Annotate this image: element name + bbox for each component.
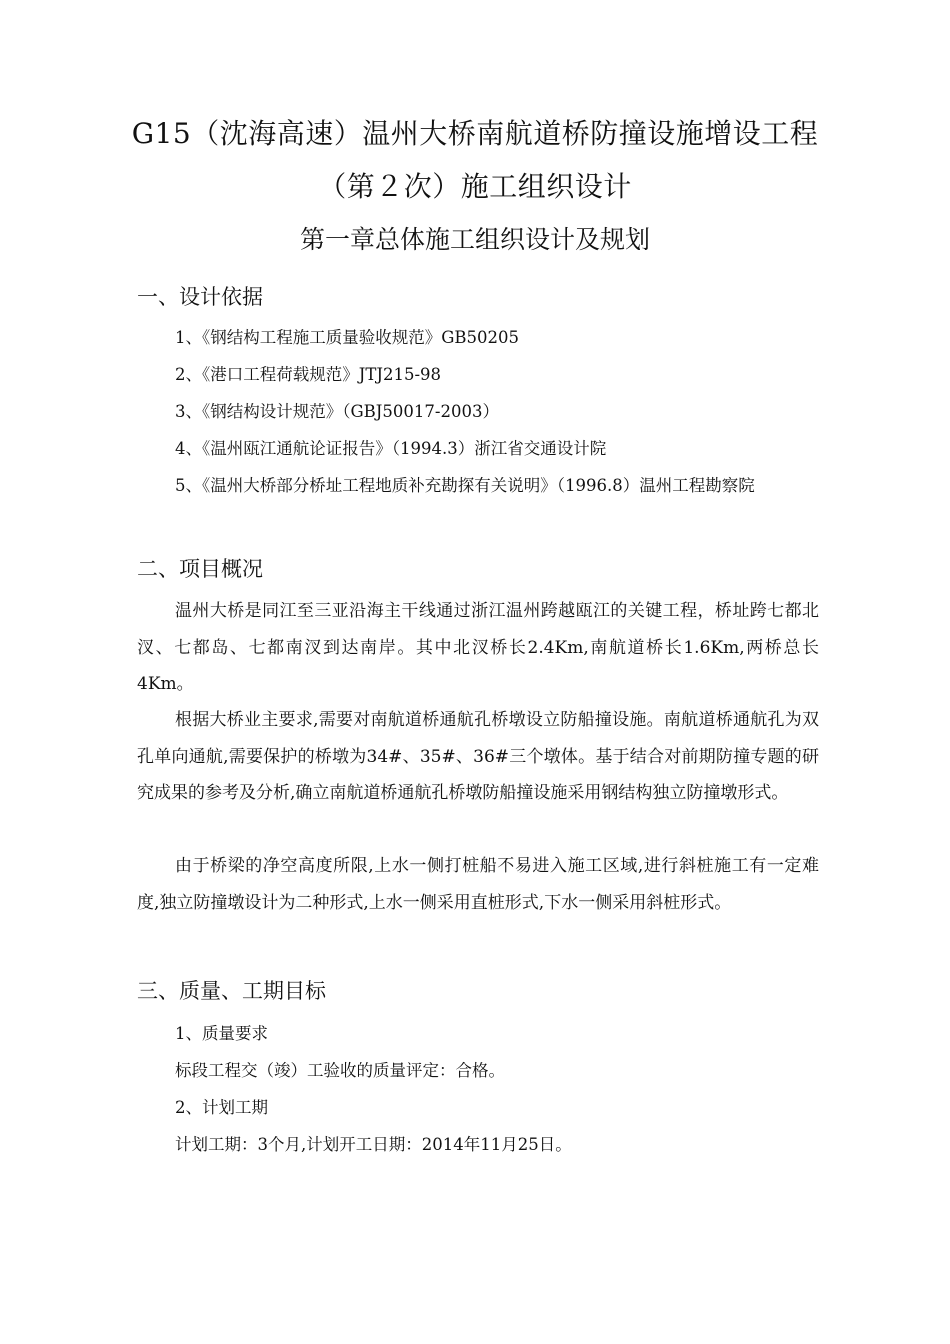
section-heading-design-basis: 一、设计依据	[137, 285, 263, 309]
chapter-title: 第一章总体施工组织设计及规划	[299, 225, 650, 254]
reference-item: 4、《温州瓯江通航论证报告》（1994.3）浙江省交通设计院	[175, 439, 607, 458]
reference-item: 5、《温州大桥部分桥址工程地质补充勘探有关说明》（1996.8）温州工程勘察院	[175, 476, 755, 495]
document-title-line-2: （第２次）施工组织设计	[318, 170, 632, 203]
section-heading-quality-schedule: 三、质量、工期目标	[137, 979, 326, 1003]
list-item: 1、质量要求	[175, 1024, 268, 1043]
document-title-line-1: G15（沈海高速）温州大桥南航道桥防撞设施增设工程	[131, 117, 819, 150]
list-item: 标段工程交（竣）工验收的质量评定：合格。	[175, 1061, 505, 1080]
reference-item: 2、《港口工程荷载规范》JTJ215-98	[175, 365, 442, 384]
reference-item: 3、《钢结构设计规范》（GBJ50017-2003）	[175, 402, 499, 421]
paragraph: 根据大桥业主要求,需要对南航道桥通航孔桥墩设立防船撞设施。南航道桥通航孔为双孔单向通航,需要保护的桥墩为34#、35#、36#三个墩体。基于结合对前期防撞专题的研究成果的参考及分析,确立南航道桥通航孔桥墩防船撞设施采用钢结构独立防撞墩形式。	[137, 710, 819, 803]
section-heading-project-overview: 二、项目概况	[137, 557, 263, 581]
list-item: 2、计划工期	[175, 1098, 268, 1117]
reference-item: 1、《钢结构工程施工质量验收规范》GB50205	[175, 328, 520, 347]
list-item: 计划工期：3个月,计划开工日期：2014年11月25日。	[175, 1135, 572, 1154]
paragraph: 由于桥梁的净空高度所限,上水一侧打桩船不易进入施工区域,进行斜桩施工有一定难度,独立防撞墩设计为二种形式,上水一侧采用直桩形式,下水一侧采用斜桩形式。	[137, 856, 819, 913]
paragraph: 温州大桥是同江至三亚沿海主干线通过浙江温州跨越瓯江的关键工程，桥址跨七都北汊、七都岛、七都南汊到达南岸。其中北汊桥长2.4Km,南航道桥长1.6Km,两桥总长4Km。	[137, 601, 819, 694]
